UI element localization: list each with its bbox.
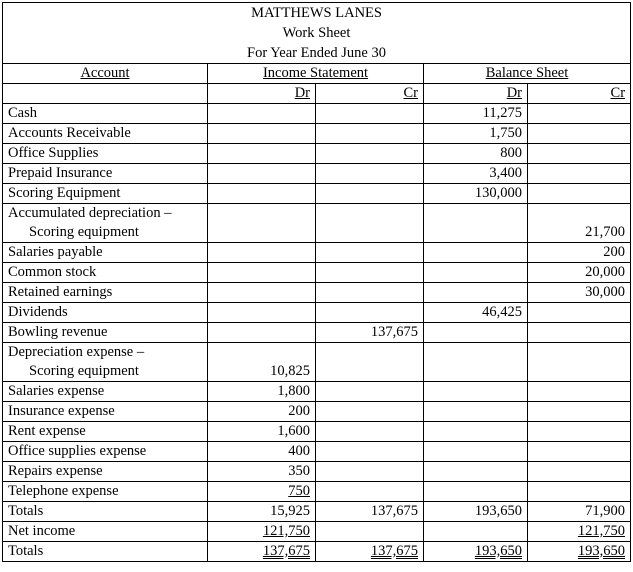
account-header: Account <box>3 64 208 84</box>
amount-cell: 21,700 <box>528 223 631 243</box>
amount-cell <box>424 263 528 283</box>
amount-cell <box>208 223 316 243</box>
account-name-continued: Scoring equipment <box>3 223 208 243</box>
amount-cell <box>208 283 316 303</box>
account-row <box>3 462 631 482</box>
account-name: Prepaid Insurance <box>3 164 208 184</box>
amount-cell <box>528 144 631 164</box>
account-name: Depreciation expense – <box>3 343 208 363</box>
amount-cell: 30,000 <box>528 283 631 303</box>
amount-cell <box>424 482 528 502</box>
amount-cell: 1,750 <box>424 124 528 144</box>
amount-cell: 1,800 <box>208 382 316 402</box>
account-name: Common stock <box>3 263 208 283</box>
amount-cell <box>316 402 424 422</box>
account-row <box>3 402 631 422</box>
account-name: Salaries expense <box>3 382 208 402</box>
amount-cell: 200 <box>208 402 316 422</box>
period-title: For Year Ended June 30 <box>3 43 631 64</box>
amount-cell: 800 <box>424 144 528 164</box>
amount-cell <box>316 382 424 402</box>
totals-row: Totals 15,925 137,675 193,650 71,900 <box>3 502 631 522</box>
amount-cell <box>316 184 424 204</box>
amount-cell: 137,675 <box>316 323 424 343</box>
amount-cell <box>208 303 316 323</box>
account-row <box>3 382 631 402</box>
amount-cell <box>208 184 316 204</box>
amount-cell: 3,400 <box>424 164 528 184</box>
account-row <box>3 442 631 462</box>
account-name: Salaries payable <box>3 243 208 263</box>
amount-cell <box>316 303 424 323</box>
account-row <box>3 243 631 263</box>
account-name: Office supplies expense <box>3 442 208 462</box>
account-name: Accounts Receivable <box>3 124 208 144</box>
account-name: Retained earnings <box>3 283 208 303</box>
work-sheet-table <box>2 2 631 562</box>
amount-cell <box>208 263 316 283</box>
account-row <box>3 124 631 144</box>
amount-cell: 750 <box>208 482 316 502</box>
account-name: Dividends <box>3 303 208 323</box>
amount-cell <box>316 223 424 243</box>
account-name: Repairs expense <box>3 462 208 482</box>
account-row <box>3 343 631 363</box>
amount-cell <box>316 144 424 164</box>
amount-cell <box>316 422 424 442</box>
amount-cell <box>208 243 316 263</box>
account-name: Scoring Equipment <box>3 184 208 204</box>
amount-cell <box>208 144 316 164</box>
account-name: Rent expense <box>3 422 208 442</box>
amount-cell <box>208 104 316 124</box>
amount-cell <box>424 382 528 402</box>
amount-cell <box>528 303 631 323</box>
account-row <box>3 184 631 204</box>
account-row-continued <box>3 223 631 243</box>
blank-subheader <box>3 84 208 104</box>
sheet-title: Work Sheet <box>3 23 631 43</box>
amount-cell <box>528 323 631 343</box>
account-row <box>3 422 631 442</box>
company-name: MATTHEWS LANES <box>3 3 631 24</box>
account-row <box>3 283 631 303</box>
amount-cell <box>316 442 424 462</box>
amount-cell: 10,825 <box>208 362 316 382</box>
amount-cell: 46,425 <box>424 303 528 323</box>
amount-cell: 400 <box>208 442 316 462</box>
amount-cell <box>316 164 424 184</box>
amount-cell <box>528 104 631 124</box>
amount-cell: 130,000 <box>424 184 528 204</box>
amount-cell: 350 <box>208 462 316 482</box>
amount-cell <box>316 104 424 124</box>
account-name: Office Supplies <box>3 144 208 164</box>
is-dr-header: Dr <box>208 84 316 104</box>
amount-cell <box>528 184 631 204</box>
amount-cell <box>528 462 631 482</box>
account-row <box>3 303 631 323</box>
balance-sheet-header: Balance Sheet <box>424 64 631 84</box>
is-cr-header: Cr <box>316 84 424 104</box>
amount-cell <box>528 362 631 382</box>
account-row <box>3 104 631 124</box>
amount-cell <box>528 482 631 502</box>
amount-cell <box>208 164 316 184</box>
account-name: Cash <box>3 104 208 124</box>
amount-cell <box>316 283 424 303</box>
amount-cell <box>528 164 631 184</box>
account-name: Bowling revenue <box>3 323 208 343</box>
amount-cell <box>424 362 528 382</box>
amount-cell <box>424 462 528 482</box>
amount-cell <box>528 402 631 422</box>
account-name: Telephone expense <box>3 482 208 502</box>
amount-cell <box>424 323 528 343</box>
account-name-continued: Scoring equipment <box>3 362 208 382</box>
account-name: Accumulated depreciation – <box>3 204 208 224</box>
account-row <box>3 263 631 283</box>
amount-cell <box>424 422 528 442</box>
amount-cell: 200 <box>528 243 631 263</box>
amount-cell: 20,000 <box>528 263 631 283</box>
amount-cell: 1,600 <box>208 422 316 442</box>
account-row <box>3 323 631 343</box>
amount-cell <box>424 442 528 462</box>
amount-cell: 11,275 <box>424 104 528 124</box>
account-row <box>3 144 631 164</box>
amount-cell <box>424 283 528 303</box>
amount-cell <box>528 422 631 442</box>
income-statement-header: Income Statement <box>208 64 424 84</box>
net-income-row: Net income 121,750 121,750 <box>3 522 631 542</box>
amount-cell <box>424 223 528 243</box>
account-name: Insurance expense <box>3 402 208 422</box>
amount-cell <box>528 442 631 462</box>
amount-cell <box>316 124 424 144</box>
amount-cell <box>316 362 424 382</box>
amount-cell <box>424 243 528 263</box>
account-row <box>3 204 631 224</box>
amount-cell <box>316 243 424 263</box>
account-row <box>3 164 631 184</box>
final-totals-row: Totals 137,675 137,675 193,650 193,650 <box>3 542 631 562</box>
account-row-continued <box>3 362 631 382</box>
bs-cr-header: Cr <box>528 84 631 104</box>
amount-cell <box>208 323 316 343</box>
amount-cell <box>528 382 631 402</box>
amount-cell <box>528 124 631 144</box>
amount-cell <box>316 482 424 502</box>
amount-cell <box>208 124 316 144</box>
account-row <box>3 482 631 502</box>
amount-cell <box>316 263 424 283</box>
amount-cell <box>316 462 424 482</box>
bs-dr-header: Dr <box>424 84 528 104</box>
amount-cell <box>424 402 528 422</box>
